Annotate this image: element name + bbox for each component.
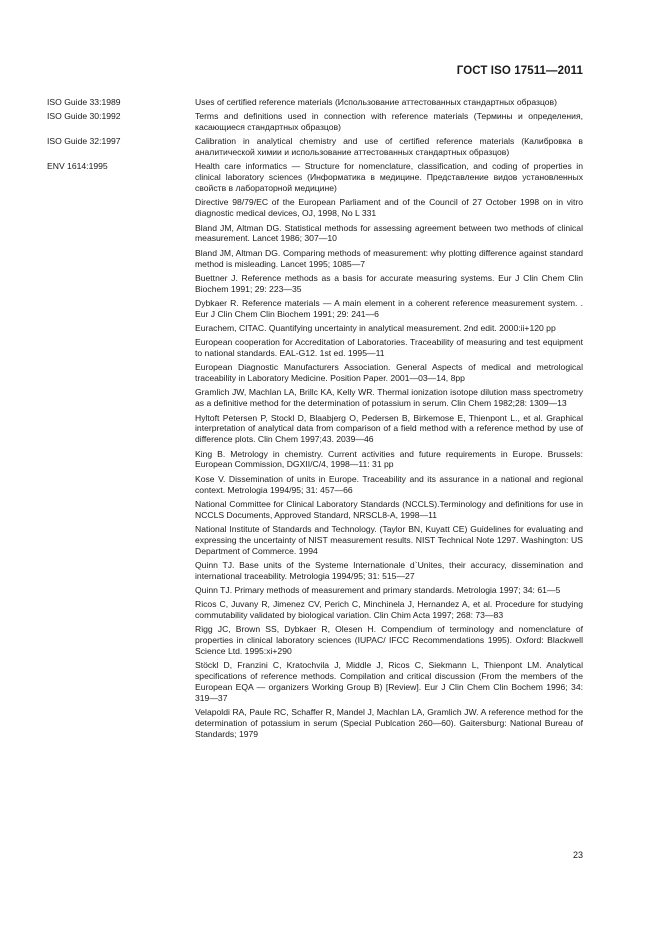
reference-entry: National Institute of Standards and Technology. (Taylor BN, Kuyatt CE) Guidelines for evaluating and expressing the uncertainty of NIST measurement results. NIST Technical Note 1297. Washington: US Department of Commerce. 1994 [195,523,583,556]
reference-entry: Gramlich JW, Machlan LA, Brillc KA, Kelly WR. Thermal ionization isotope dilution mass spectrometry as a definitive method for the determination of potassium in serum. Clin Chem 1982;28: 1309—13 [195,387,583,409]
reference-entry: Ricos C, Juvany R, Jimenez CV, Perich C, Minchinela J, Hernandez A, et al. Procedure for studying commutability validated by biological variation. Clin Chim Acta 1997; 268: 73—83 [195,599,583,621]
reference-entry: Kose V. Dissemination of units in Europe. Traceability and its assurance in a national and regional context. Metrologia 1994/95; 31: 457—66 [195,473,583,495]
reference-code: ISO Guide 33:1989 [47,97,121,107]
reference-code: ISO Guide 32:1997 [47,136,121,147]
reference-text: Health care informatics — Structure for nomenclature, classification, and coding of properties in clinical laboratory sciences (Информатика в медицине. Представление видов установленных свойств в лабораторной медицине) [195,161,583,194]
reference-entry: National Committee for Clinical Laboratory Standards (NCCLS).Terminology and definitions for use in NCCLS Documents, Approved Standard, NRSCL8-A, 1998—11 [195,498,583,520]
page-header-title: ГОСТ ISO 17511—2011 [456,65,583,77]
reference-entry: Quinn TJ. Base units of the Systeme Internationale d`Unites, their accuracy, dissemination and international traceability. Metrologia 1994/95; 31: 515—27 [195,559,583,581]
reference-entry: Eurachem, CITAC. Quantifying uncertainty in analytical measurement. 2nd edit. 2000:ii+120 pp [195,322,556,333]
coded-reference [47,97,583,108]
reference-entry: Rigg JC, Brown SS, Dybkaer R, Olesen H. Compendium of terminology and nomenclature of properties in clinical laboratory sciences (IUPAC/ IFCC Recommendations 1995). Oxford: Blackwell Science Ltd. 1995:xi+290 [195,624,583,657]
coded-reference [47,136,583,158]
reference-entry: Bland JM, Altman DG. Comparing methods of measurement: why plotting difference against standard method is misleading. Lancet 1995; 1085—7 [195,247,583,269]
reference-entry: King B. Metrology in chemistry. Current activities and future requirements in Europe. Brussels: European Commission, DGXII/C/4, 1998—11: 31 pp [195,448,583,470]
bibliography [47,97,583,743]
reference-entry: Velapoldi RA, Paule RC, Schaffer R, Mandel J, Machlan LA, Gramlich JW. A reference method for the determination of potassium in serum (Special Publcation 260—60). Gaitersburg: National Bureau of Standards; 1979 [195,707,583,740]
reference-text: Terms and definitions used in connection with reference materials (Термины и определения, касающиеся стандартных образцов) [195,111,583,133]
reference-entry: Hyltoft Petersen P, Stockl D, Blaabjerg O, Pedersen B, Birkemose E, Thienpont L., et al. Graphical interpretation of analytical data from comparison of a field method with a reference method by use of difference plots. Clin Chem 1997;43. 2039—46 [195,412,583,445]
page-number: 23 [572,850,583,860]
reference-entry: European cooperation for Accreditation of Laboratories. Traceability of measuring and test equipment to national standards. EAL-G12. 1st ed. 1995—11 [195,337,583,359]
reference-entry: Directive 98/79/EC of the European Parliament and of the Council of 27 October 1998 on in vitro diagnostic medical devices, OJ, 1998, No L 331 [195,197,583,219]
reference-entry: Stöckl D, Franzini C, Kratochvila J, Middle J, Ricos C, Siekmann L, Thienpont LM. Analytical specifications of reference methods. Compilation and critical discussion (From the members of the European EQA — organizers Working Group B) [Review]. Eur J Clin Chem Clin Bochem 1996; 34: 319—37 [195,660,583,704]
reference-code: ISO Guide 30:1992 [47,111,121,122]
reference-text: Uses of certified reference materials (Использование аттестованных стандартных образцов) [195,97,557,107]
reference-text: Calibration in analytical chemistry and use of certified reference materials (Калибровка в аналитической химии и использование аттестованных стандартных образцов) [195,136,583,158]
reference-entry: Bland JM, Altman DG. Statistical methods for assessing agreement between two methods of clinical measurement. Lancet 1986; 307—10 [195,222,583,244]
reference-entry: Quinn TJ. Primary methods of measurement and primary standards. Metrologia 1997; 34: 61—5 [195,584,561,595]
reference-entry: European Diagnostic Manufacturers Association. General Aspects of medical and metrological traceability in Laboratory Medicine. Position Paper. 2001—03—14, 8pp [195,362,583,384]
reference-entry: Buettner J. Reference methods as a basis for accurate measuring systems. Eur J Clin Chem Clin Biochem 1991; 29: 223—35 [195,272,583,294]
reference-code: ENV 1614:1995 [47,161,108,172]
reference-entry: Dybkaer R. Reference materials — A main element in a coherent reference measurement system. . Eur J Clin Chem Clin Biochem 1991; 29: 241—6 [195,297,583,319]
coded-reference [47,111,583,133]
coded-reference [47,161,583,194]
